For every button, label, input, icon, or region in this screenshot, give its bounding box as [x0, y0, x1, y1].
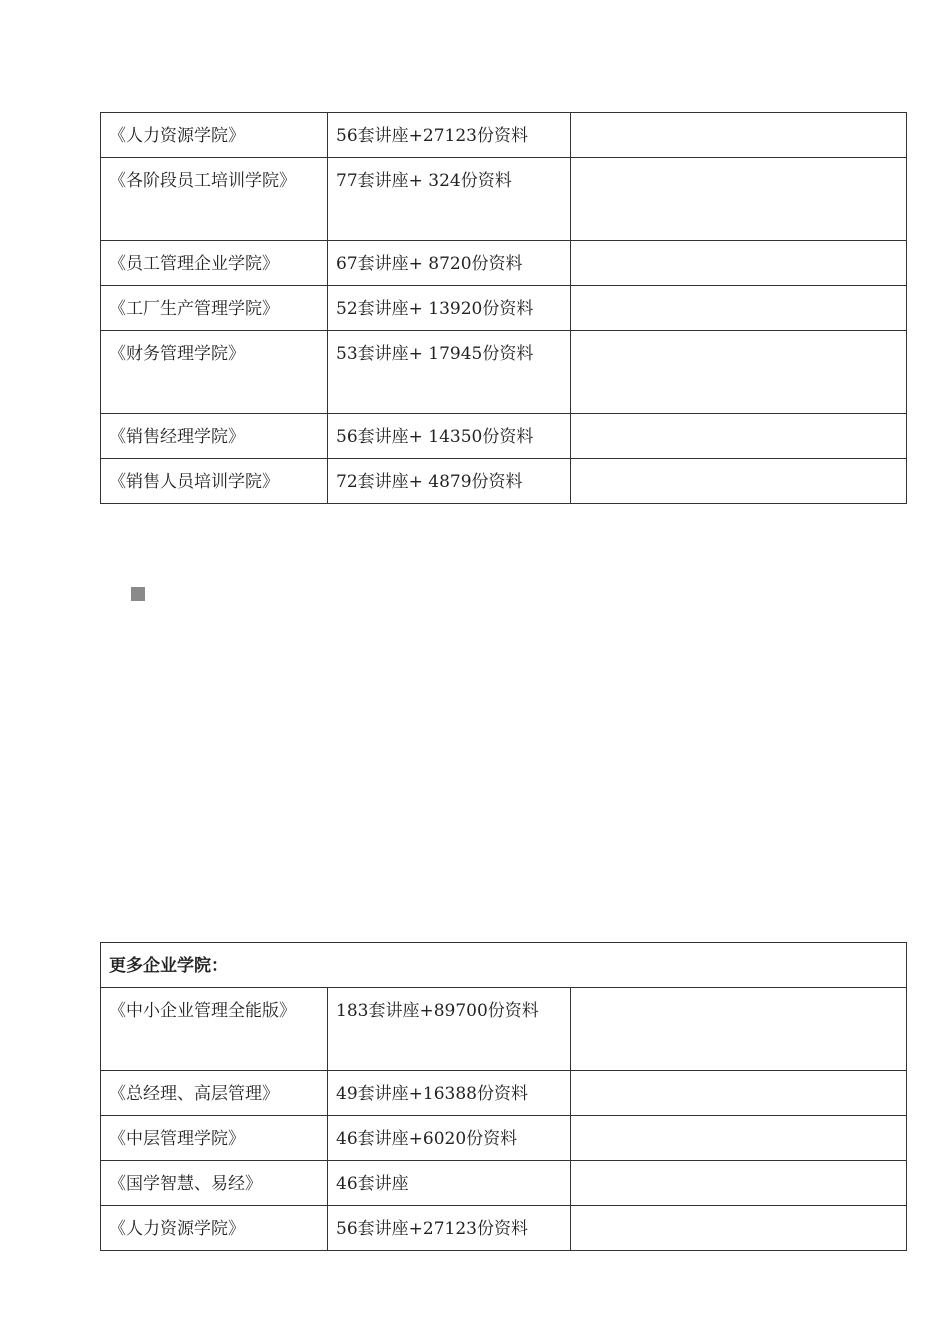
empty-cell: [571, 1116, 907, 1161]
course-name-cell: 《国学智慧、易经》: [101, 1161, 328, 1206]
course-content-cell: 56套讲座+27123份资料: [328, 1206, 571, 1251]
table-header-row: [101, 943, 907, 988]
table-row: [101, 988, 907, 1071]
table-row: [101, 241, 907, 286]
table-row: [101, 331, 907, 414]
square-bullet-icon: [131, 587, 145, 601]
empty-cell: [571, 1161, 907, 1206]
table-row: [101, 414, 907, 459]
empty-cell: [571, 158, 907, 241]
empty-cell: [571, 414, 907, 459]
course-content-cell: 53套讲座+ 17945份资料: [328, 331, 571, 414]
empty-cell: [571, 331, 907, 414]
table-row: [101, 113, 907, 158]
course-name-cell: 《员工管理企业学院》: [101, 241, 328, 286]
table-row: [101, 1161, 907, 1206]
course-name-cell: 《各阶段员工培训学院》: [101, 158, 328, 241]
course-content-cell: 77套讲座+ 324份资料: [328, 158, 571, 241]
course-name-cell: 《中小企业管理全能版》: [101, 988, 328, 1071]
table-row: [101, 158, 907, 241]
course-content-cell: 56套讲座+ 14350份资料: [328, 414, 571, 459]
empty-cell: [571, 459, 907, 504]
course-name-cell: 《人力资源学院》: [101, 113, 328, 158]
table-row: [101, 1116, 907, 1161]
course-name-cell: 《销售经理学院》: [101, 414, 328, 459]
table-row: [101, 286, 907, 331]
course-name-cell: 《财务管理学院》: [101, 331, 328, 414]
empty-cell: [571, 1071, 907, 1116]
course-content-cell: 67套讲座+ 8720份资料: [328, 241, 571, 286]
empty-cell: [571, 286, 907, 331]
course-content-cell: 49套讲座+16388份资料: [328, 1071, 571, 1116]
course-name-cell: 《中层管理学院》: [101, 1116, 328, 1161]
course-content-cell: 46套讲座+6020份资料: [328, 1116, 571, 1161]
course-catalog-table: [100, 112, 907, 504]
course-name-cell: 《工厂生产管理学院》: [101, 286, 328, 331]
table-row: [101, 459, 907, 504]
more-colleges-table: [100, 942, 907, 1251]
table-row: [101, 1206, 907, 1251]
course-name-cell: 《销售人员培训学院》: [101, 459, 328, 504]
empty-cell: [571, 988, 907, 1071]
empty-cell: [571, 1206, 907, 1251]
course-name-cell: 《人力资源学院》: [101, 1206, 328, 1251]
course-content-cell: 52套讲座+ 13920份资料: [328, 286, 571, 331]
table-header: 更多企业学院：: [101, 943, 907, 988]
table-row: [101, 1071, 907, 1116]
empty-cell: [571, 113, 907, 158]
course-content-cell: 72套讲座+ 4879份资料: [328, 459, 571, 504]
empty-cell: [571, 241, 907, 286]
course-content-cell: 183套讲座+89700份资料: [328, 988, 571, 1071]
course-content-cell: 56套讲座+27123份资料: [328, 113, 571, 158]
course-content-cell: 46套讲座: [328, 1161, 571, 1206]
course-name-cell: 《总经理、高层管理》: [101, 1071, 328, 1116]
